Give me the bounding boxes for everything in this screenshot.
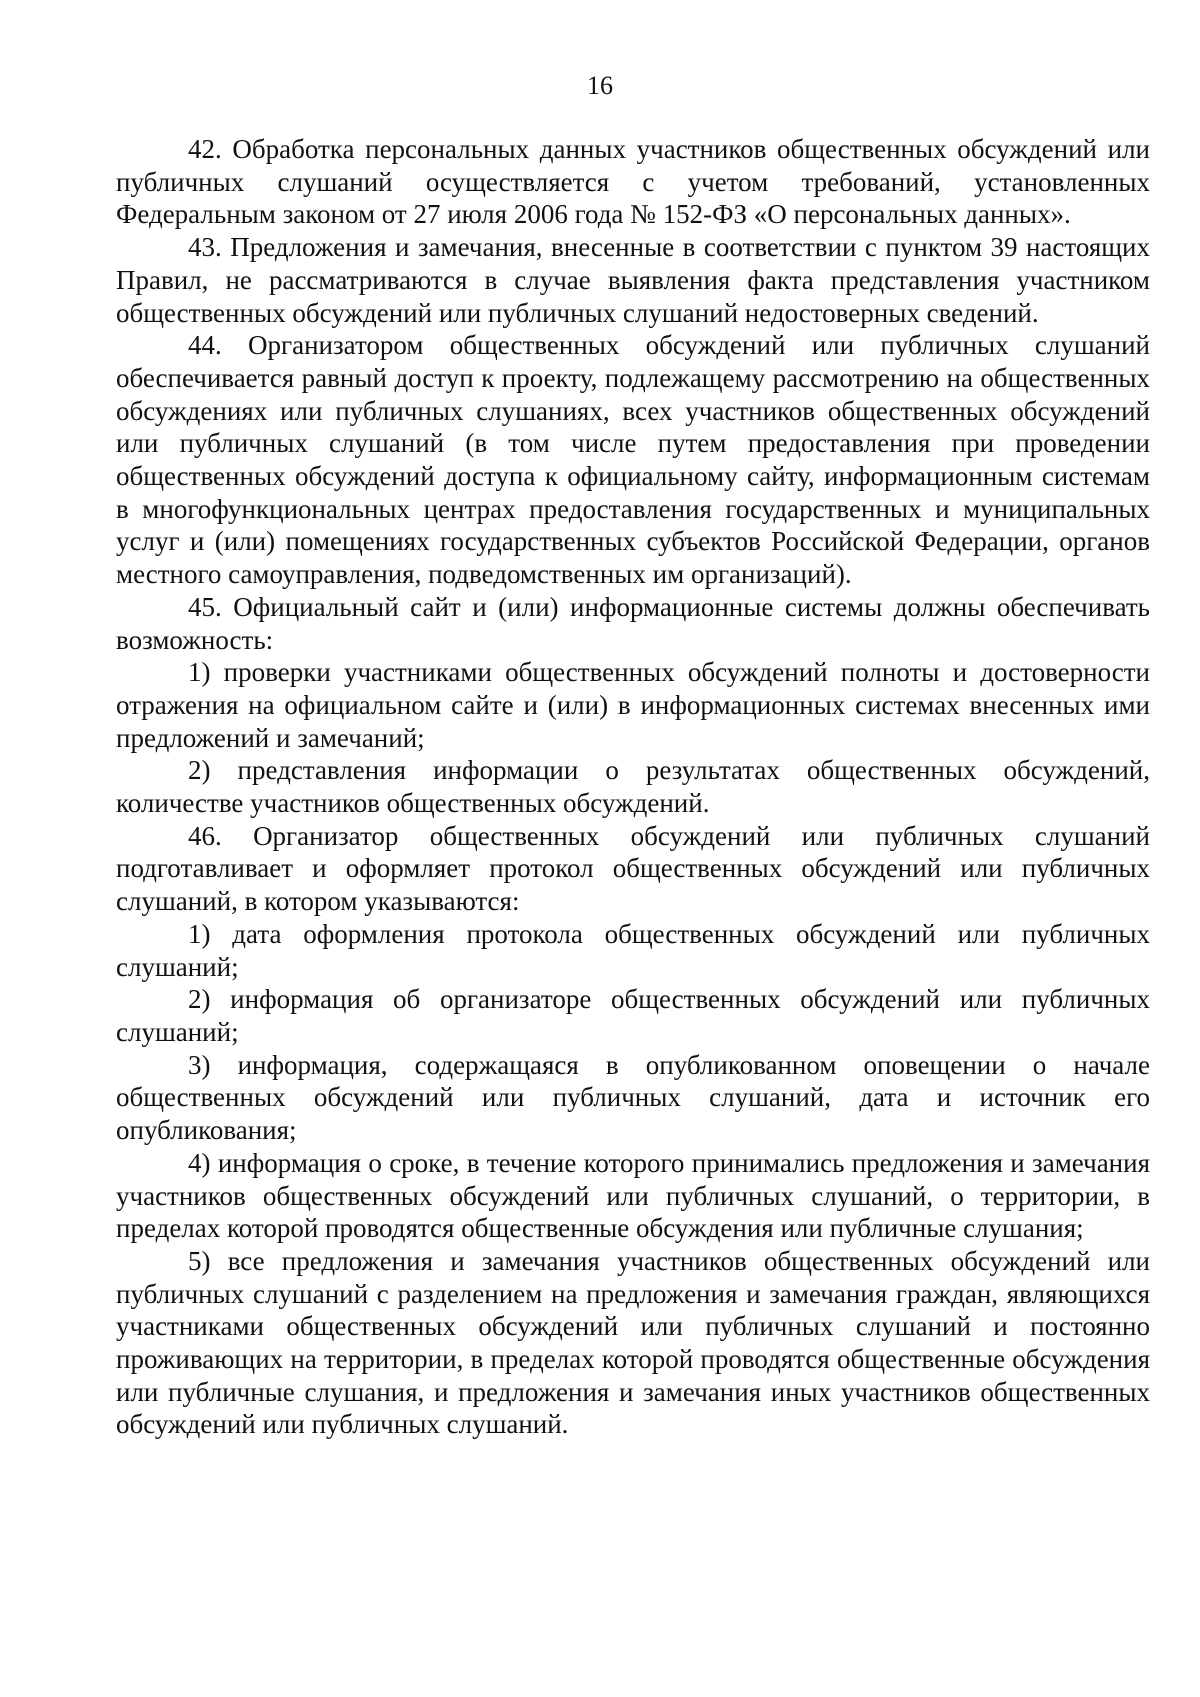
paragraph-43: 43. Предложения и замечания, внесенные в соответствии с пунктом 39 настоящих Правил, не рассматриваются в случае выявления факта представления участником общественных обсуждений или публичных слушаний недостоверных сведений. xyxy=(116,232,1150,328)
paragraph-46-item-4: 4) информация о сроке, в течение которого принимались предложения и замечания участников общественных обсуждений или публичных слушаний, о территории, в пределах которой проводятся общественные обсуждения или публичные слушания; xyxy=(116,1147,1150,1244)
paragraph-45-item-2: 2) представления информации о результатах общественных обсуждений, количестве участников общественных обсуждений. xyxy=(116,755,1150,819)
paragraph-42: 42. Обработка персональных данных участников общественных обсуждений или публичных слушаний осуществляется с учетом требований, установленных Федеральным законом от 27 июля 2006 года № 152-ФЗ «О персональных данных». xyxy=(116,134,1150,230)
paragraph-44: 44. Организатором общественных обсуждений или публичных слушаний обеспечивается равный доступ к проекту, подлежащему рассмотрению на общественных обсуждениях или публичных слушаниях, всех участников общественных обсуждений или публичных слушаний (в том числе путем предоставления при проведении общественных обсуждений доступа к официальному сайту, информационным системам в многофункциональных центрах предоставления государственных и муниципальных услуг и (или) помещениях государственных субъектов Российской Федерации, органов местного самоуправления, подведомственных им организаций). xyxy=(116,330,1150,590)
paragraph-46-item-5: 5) все предложения и замечания участников общественных обсуждений или публичных слушаний с разделением на предложения и замечания граждан, являющихся участниками общественных обсуждений или публичных слушаний и постоянно проживающих на территории, в пределах которой проводятся общественные обсуждения или публичные слушания, и предложения и замечания иных участников общественных обсуждений или публичных слушаний. xyxy=(116,1245,1150,1440)
paragraph-46-item-2: 2) информация об организаторе общественных обсуждений или публичных слушаний; xyxy=(116,984,1150,1047)
paragraph-45: 45. Официальный сайт и (или) информационные системы должны обеспечивать возможность: xyxy=(116,591,1150,655)
page-number: 16 xyxy=(587,71,613,100)
document-body xyxy=(116,133,1150,1441)
paragraph-46-item-1: 1) дата оформления протокола общественных обсуждений или публичных слушаний; xyxy=(116,918,1150,982)
paragraph-46: 46. Организатор общественных обсуждений или публичных слушаний подготавливает и оформляет протокол общественных обсуждений или публичных слушаний, в котором указываются: xyxy=(116,820,1150,917)
paragraph-45-item-1: 1) проверки участниками общественных обсуждений полноты и достоверности отражения на официальном сайте и (или) в информационных системах внесенных ими предложений и замечаний; xyxy=(116,657,1150,753)
paragraph-46-item-3: 3) информация, содержащаяся в опубликованном оповещении о начале общественных обсуждений или публичных слушаний, дата и источник его опубликования; xyxy=(116,1049,1150,1146)
